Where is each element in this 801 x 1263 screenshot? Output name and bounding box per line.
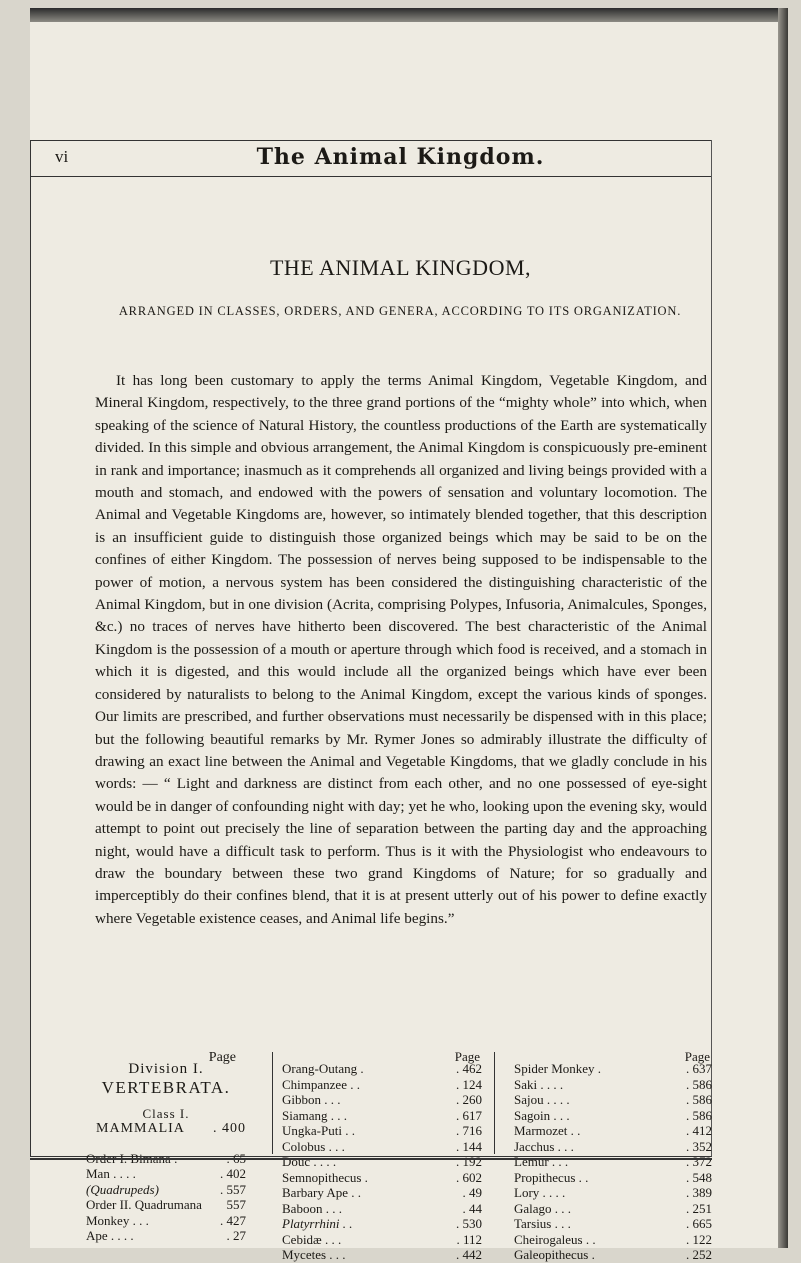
entry-page: . 112 bbox=[456, 1231, 482, 1247]
entry-name: Cebidæ . . . bbox=[282, 1231, 342, 1247]
page-column-label: Page bbox=[454, 1049, 480, 1064]
index-row bbox=[514, 1154, 712, 1170]
entry-name: (Quadrupeds) bbox=[86, 1181, 159, 1197]
entry-name: Cheirogaleus . . bbox=[514, 1231, 596, 1247]
entry-page: . 557 bbox=[220, 1181, 246, 1197]
entry-name: Jacchus . . . bbox=[514, 1138, 574, 1154]
entry-name: Order I. Bimana . bbox=[86, 1150, 178, 1166]
index-row bbox=[282, 1077, 482, 1093]
index-row bbox=[514, 1077, 712, 1093]
index-row bbox=[282, 1216, 482, 1232]
entry-page: . 124 bbox=[456, 1076, 482, 1092]
entry-name: Saki . . . . bbox=[514, 1076, 564, 1092]
entry-name: Siamang . . . bbox=[282, 1107, 347, 1123]
class-name: MAMMALIA bbox=[96, 1121, 185, 1136]
index-row bbox=[514, 1247, 712, 1263]
index-row bbox=[86, 1182, 246, 1198]
entry-name: Marmozet . . bbox=[514, 1123, 581, 1138]
entry-name: Lemur . . . bbox=[514, 1154, 569, 1169]
page-number: vi bbox=[55, 147, 69, 166]
scan-top-edge bbox=[30, 8, 788, 22]
entry-name: Ape . . . . bbox=[86, 1228, 134, 1243]
index-column-1 bbox=[86, 1050, 246, 1244]
entry-page: . 372 bbox=[686, 1154, 712, 1169]
index-row bbox=[514, 1139, 712, 1155]
page-title: THE ANIMAL KINGDOM, bbox=[269, 255, 532, 280]
entry-name: Semnopithecus . bbox=[282, 1169, 368, 1185]
index-row bbox=[514, 1201, 712, 1217]
entry-page: . 586 bbox=[686, 1092, 712, 1107]
index-row bbox=[86, 1197, 246, 1213]
column-divider bbox=[272, 1052, 273, 1154]
entry-name: Tarsius . . . bbox=[514, 1216, 571, 1231]
entry-page: . 144 bbox=[456, 1138, 482, 1154]
entry-name: Galago . . . bbox=[514, 1200, 572, 1216]
index-row bbox=[282, 1185, 482, 1201]
index-row bbox=[282, 1201, 482, 1217]
index-row bbox=[514, 1216, 712, 1232]
index-row bbox=[282, 1232, 482, 1248]
page-column-label: Page bbox=[208, 1050, 236, 1065]
entry-page: . 442 bbox=[456, 1247, 482, 1262]
entry-page: . 462 bbox=[456, 1061, 482, 1076]
index-row bbox=[282, 1170, 482, 1186]
page-column-label: Page bbox=[684, 1049, 710, 1064]
entry-name: Galeopithecus . bbox=[514, 1247, 595, 1262]
entry-name: Lory . . . . bbox=[514, 1185, 566, 1200]
entry-page: . 44 bbox=[462, 1200, 482, 1216]
entry-name: Gibbon . . . bbox=[282, 1092, 341, 1107]
entry-page: . 548 bbox=[686, 1169, 712, 1185]
entry-page: . 260 bbox=[456, 1092, 482, 1107]
entry-page: . 665 bbox=[686, 1216, 712, 1231]
entry-name: Order II. Quadrumana bbox=[86, 1197, 202, 1212]
entry-page: . 252 bbox=[686, 1247, 712, 1262]
bottom-rule bbox=[30, 1158, 712, 1160]
index-row bbox=[282, 1247, 482, 1263]
index-row bbox=[86, 1213, 246, 1229]
entry-page: . 192 bbox=[456, 1154, 482, 1169]
index-row bbox=[514, 1061, 712, 1077]
running-title: The Animal Kingdom. bbox=[256, 144, 545, 170]
entry-name: Sajou . . . . bbox=[514, 1092, 570, 1107]
entry-name: Orang-Outang . bbox=[282, 1061, 364, 1076]
column-divider bbox=[494, 1052, 495, 1154]
entry-name: Man . . . . bbox=[86, 1166, 136, 1181]
entry-name: Sagoin . . . bbox=[514, 1107, 570, 1123]
index-row bbox=[514, 1170, 712, 1186]
entry-page: . 352 bbox=[686, 1138, 712, 1154]
index-row bbox=[86, 1166, 246, 1182]
entry-name: Colobus . . . bbox=[282, 1138, 345, 1154]
entry-page: . 122 bbox=[686, 1231, 712, 1247]
entry-name: Monkey . . . bbox=[86, 1212, 149, 1228]
entry-name: Barbary Ape . . bbox=[282, 1185, 362, 1200]
entry-page: . 27 bbox=[226, 1228, 246, 1243]
class-page: . 400 bbox=[213, 1121, 246, 1136]
division-name: VERTEBRATA. bbox=[101, 1078, 231, 1097]
entry-name: Chimpanzee . . bbox=[282, 1076, 360, 1092]
entry-page: . 586 bbox=[686, 1107, 712, 1123]
entry-page: . 65 bbox=[226, 1150, 246, 1166]
entry-page: . 49 bbox=[462, 1185, 482, 1200]
index-row bbox=[86, 1228, 246, 1244]
entry-name: Spider Monkey . bbox=[514, 1061, 602, 1076]
class-name-row bbox=[86, 1121, 246, 1137]
index-row bbox=[514, 1108, 712, 1124]
entry-page: . 530 bbox=[456, 1216, 482, 1231]
entry-page: . 389 bbox=[686, 1185, 712, 1200]
entry-page: . 251 bbox=[686, 1200, 712, 1216]
entry-name: Douc . . . . bbox=[282, 1154, 337, 1169]
entry-name: Ungka-Puti . . bbox=[282, 1123, 355, 1138]
index-row bbox=[282, 1108, 482, 1124]
division-heading: Division I. bbox=[128, 1060, 204, 1077]
index-row bbox=[282, 1061, 482, 1077]
class-heading: Class I. bbox=[142, 1105, 190, 1121]
index-row bbox=[282, 1123, 482, 1139]
entry-page: 557 bbox=[226, 1197, 246, 1212]
entry-page: . 716 bbox=[456, 1123, 482, 1138]
index-row bbox=[514, 1123, 712, 1139]
intro-paragraph: It has long been customary to apply the terms Animal Kingdom, Vegetable Kingdom, and Mineral Kingdom, respectively, to the three grand portions of the “mighty whole” into which, when speaking of the science of Natural History, the countless productions of the Earth are systematically divided. In this simple and obvious arrangement, the Animal Kingdom is conspicuously pre-eminent in rank and importance; inasmuch as it comprehends all organized and living beings provided with a mouth and stomach, and endowed with the powers of sensation and voluntary locomotion. The Animal and Vegetable Kingdoms are, however, so intimately blended together, that this description is an insufficient guide to distinguish those organized beings which may be said to be on the confines of either Kingdom. The possession of nerves being supposed to be indispensable to the power of motion, a nervous system has been considered the distinguishing characteristic of the Animal Kingdom, but in one division (Acrita, comprising Polypes, Infusoria, Animalcules, Sponges, &c.) no traces of nerves have hitherto been discovered. The best characteristic of the Animal Kingdom is the possession of a mouth or aperture through which food is received, and a stomach in which it is digested, and this would include all the organized beings which have ever been considered by naturalists to belong to the Animal Kingdom, except the various kinds of sponges. Our limits are prescribed, and further observations must necessarily be dispensed with in this place; but the following beautiful remarks by Mr. Rymer Jones so admirably illustrate the difficulty of drawing an exact line between the Animal and Vegetable Kingdoms, that we gladly conclude in his words: — “ Light and darkness are distinct from each other, and no one possessed of eye-sight would be in danger of confounding night with day; yet he who, looking upon the evening sky, would attempt to point out precisely the line of separation between the parting day and the approaching night, would have a difficult task to perform. Thus is it with the Physiologist who endeavours to draw the boundary between these two grand Kingdoms of Nature; for so gradually and imperceptibly do their confines blend, that it is at present utterly out of his power to define exactly where Vegetable existence ceases, and Animal life begins.” bbox=[95, 372, 707, 927]
entry-page: . 586 bbox=[686, 1076, 712, 1092]
entry-page: . 602 bbox=[456, 1169, 482, 1185]
index-column-3 bbox=[514, 1050, 712, 1263]
entry-page: . 637 bbox=[686, 1061, 712, 1076]
index-row bbox=[514, 1092, 712, 1108]
index-row bbox=[514, 1232, 712, 1248]
entry-name: Platyrrhini . . bbox=[282, 1216, 353, 1231]
index-row bbox=[282, 1092, 482, 1108]
index-row bbox=[282, 1154, 482, 1170]
entry-page: . 427 bbox=[220, 1212, 246, 1228]
entry-page: . 412 bbox=[686, 1123, 712, 1138]
entry-name: Mycetes . . . bbox=[282, 1247, 346, 1262]
entry-page: . 617 bbox=[456, 1107, 482, 1123]
entry-name: Propithecus . . bbox=[514, 1169, 589, 1185]
index-row bbox=[282, 1139, 482, 1155]
index-column-2 bbox=[282, 1050, 482, 1263]
entry-name: Baboon . . . bbox=[282, 1200, 342, 1216]
entry-page: . 402 bbox=[220, 1166, 246, 1181]
page-subtitle: ARRANGED IN CLASSES, ORDERS, AND GENERA, ACCORDING TO ITS ORGANIZATION. bbox=[118, 304, 682, 318]
scan-right-edge bbox=[778, 8, 788, 1248]
index-row bbox=[514, 1185, 712, 1201]
